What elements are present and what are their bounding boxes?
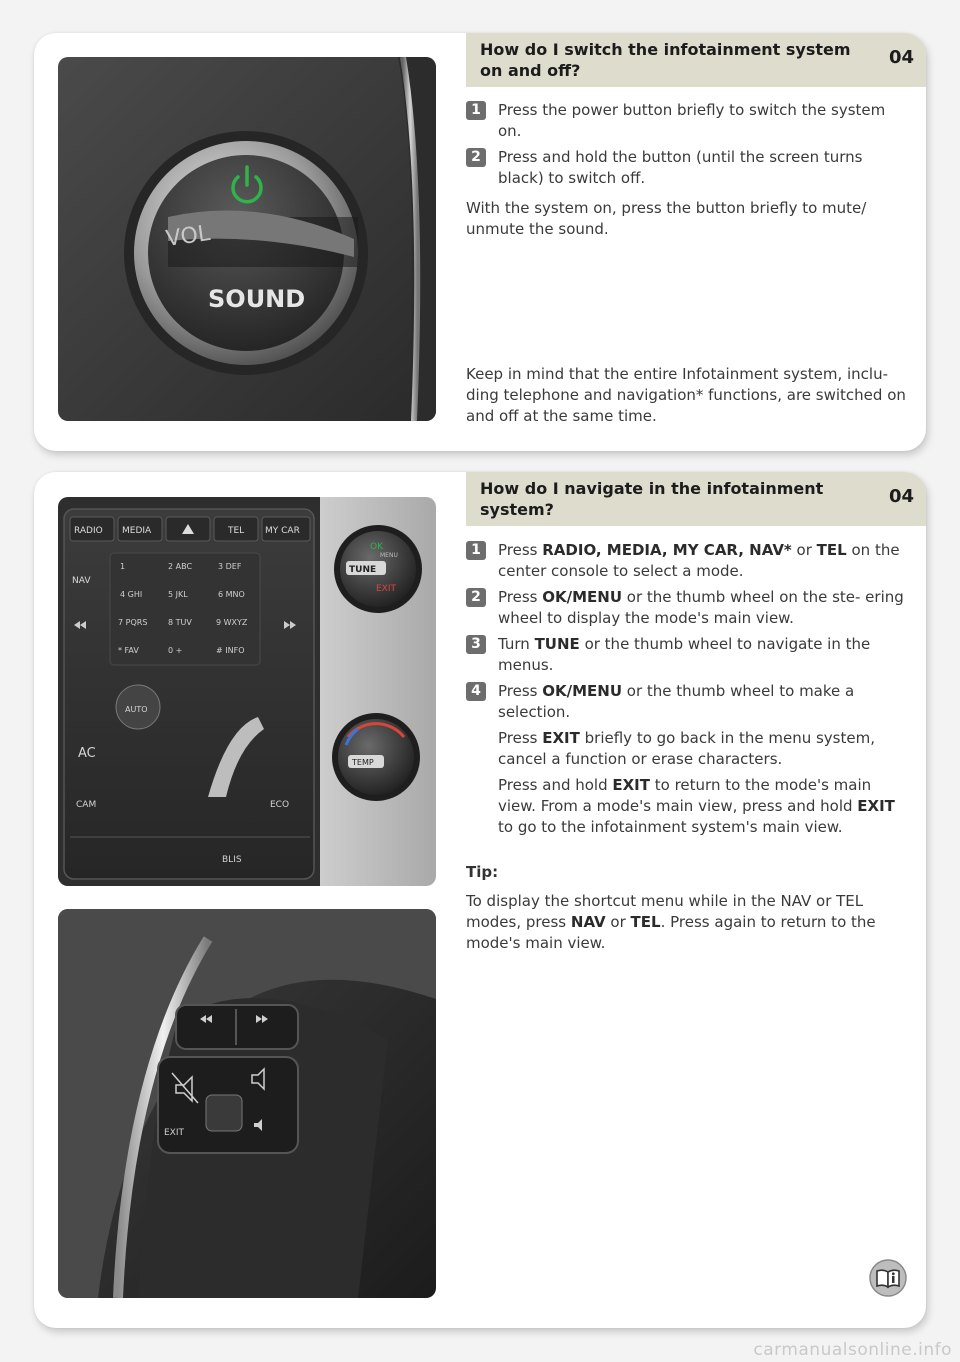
step-exit-hold [466,775,910,838]
text-run: or [791,541,817,559]
bold-run: EXIT [542,729,580,747]
temp-label: TEMP [352,758,374,767]
section-header [466,472,926,526]
mute-paragraph: With the system on, press the button briefly to mute/ unmute the sound. [466,199,867,238]
note-paragraph: Keep in mind that the entire Infotainment system, inclu- ding telephone and navigation* functions, are switched on and off at the same time. [466,365,906,425]
bold-run: RADIO, MEDIA, MY CAR, NAV* [542,541,792,559]
eco-label: ECO [270,800,290,810]
section-header [466,33,926,87]
keypad-key: 5 JKL [168,590,188,599]
section-body [466,100,910,240]
cam-label: CAM [76,800,97,810]
chapter-number: 04 [888,47,914,68]
bold-run: TEL [816,541,847,559]
step-badge: 3 [466,635,486,654]
step-2 [466,587,910,629]
text-run: or the thumb wheel to navigate in the menus. [498,635,871,674]
text-run: Press [498,729,543,747]
text-run: Press [498,541,543,559]
exit-label: EXIT [164,1128,185,1138]
bold-run: NAV [570,913,606,931]
step-4 [466,681,910,723]
power-button-photo [58,57,436,421]
section-card-navigate [34,472,926,1328]
text-run: Press [498,588,543,606]
keypad-key: 7 PQRS [118,618,148,627]
keypad-key: 8 TUV [168,618,192,627]
keypad-key: * FAV [118,646,139,655]
keypad-key: # INFO [216,646,245,655]
step-badge: 2 [466,148,486,167]
text-run: Press and hold [498,776,613,794]
nav-button-label: NAV [72,576,91,586]
keypad-key: 4 GHI [120,590,143,599]
tip-paragraph [466,891,910,954]
step-text: Press and hold the button (until the screen turns black) to switch off. [498,148,863,187]
text-run: or the thumb wheel to make a selection. [498,682,855,721]
keypad-key: 1 [120,562,126,571]
text-run: To display the shortcut menu while in the NAV or TEL modes, press [466,892,864,931]
mycar-button-label: MY CAR [265,526,300,536]
bold-run: TUNE [534,635,580,653]
chapter-number: 04 [888,486,914,507]
keypad-key: 2 ABC [168,562,193,571]
step-badge: 1 [466,541,486,560]
tel-button-label: TEL [228,526,245,536]
step-exit-brief [466,728,910,770]
thumb-wheel [206,1095,242,1131]
bold-run: EXIT [857,797,895,815]
step-3 [466,634,910,676]
info-book-icon [868,1258,908,1298]
text-run: to return to the mode's main view. From a mode's main view, press and hold [498,776,872,815]
step-1 [466,540,910,582]
tip-heading: Tip: [466,863,499,881]
text-run: . Press again to return to the mode's main view. [466,913,876,952]
bold-run: TEL [630,913,661,931]
step-badge: 1 [466,101,486,120]
keypad-key: 0 + [168,646,183,655]
bold-run: OK/MENU [542,682,623,700]
text-run: briefly to go back in the menu system, cancel a function or erase characters. [498,729,875,768]
auto-label: AUTO [125,705,148,714]
text-run: on the center console to select a mode. [498,541,900,580]
bold-run: OK/MENU [542,588,623,606]
ac-label: AC [78,746,96,761]
text-run: Press [498,682,543,700]
bold-run: EXIT [612,776,650,794]
text-run: or the thumb wheel on the ste- ering wheel to display the mode's main view. [498,588,904,627]
keypad-key: 3 DEF [218,562,242,571]
blis-label: BLIS [222,855,242,865]
text-run: Turn [498,635,535,653]
step-badge: 2 [466,588,486,607]
step-badge: 4 [466,682,486,701]
center-console-photo [58,497,436,886]
ok-label: OK [370,542,383,552]
section-title: How do I navigate in the infotainment system? [480,479,824,519]
text-run: or [605,913,631,931]
step-2 [466,147,910,189]
vol-label: VOL [164,221,212,252]
keypad-key: 9 WXYZ [216,618,248,627]
step-1 [466,100,910,142]
radio-button-label: RADIO [74,526,103,536]
menu-label: MENU [380,552,398,559]
steering-wheel-photo [58,909,436,1298]
section-body [466,540,910,954]
sound-label: SOUND [208,285,306,313]
tune-label: TUNE [349,565,377,575]
section-card-power [34,33,926,451]
watermark: carmanualsonline.info [753,1340,952,1360]
section-title: How do I switch the infotainment system on and off? [480,40,851,80]
keypad-key: 6 MNO [218,590,245,599]
media-button-label: MEDIA [122,526,152,536]
exit-label: EXIT [376,584,397,594]
text-run: to go to the infotainment system's main view. [498,818,843,836]
step-text: Press the power button briefly to switch the system on. [498,101,886,140]
